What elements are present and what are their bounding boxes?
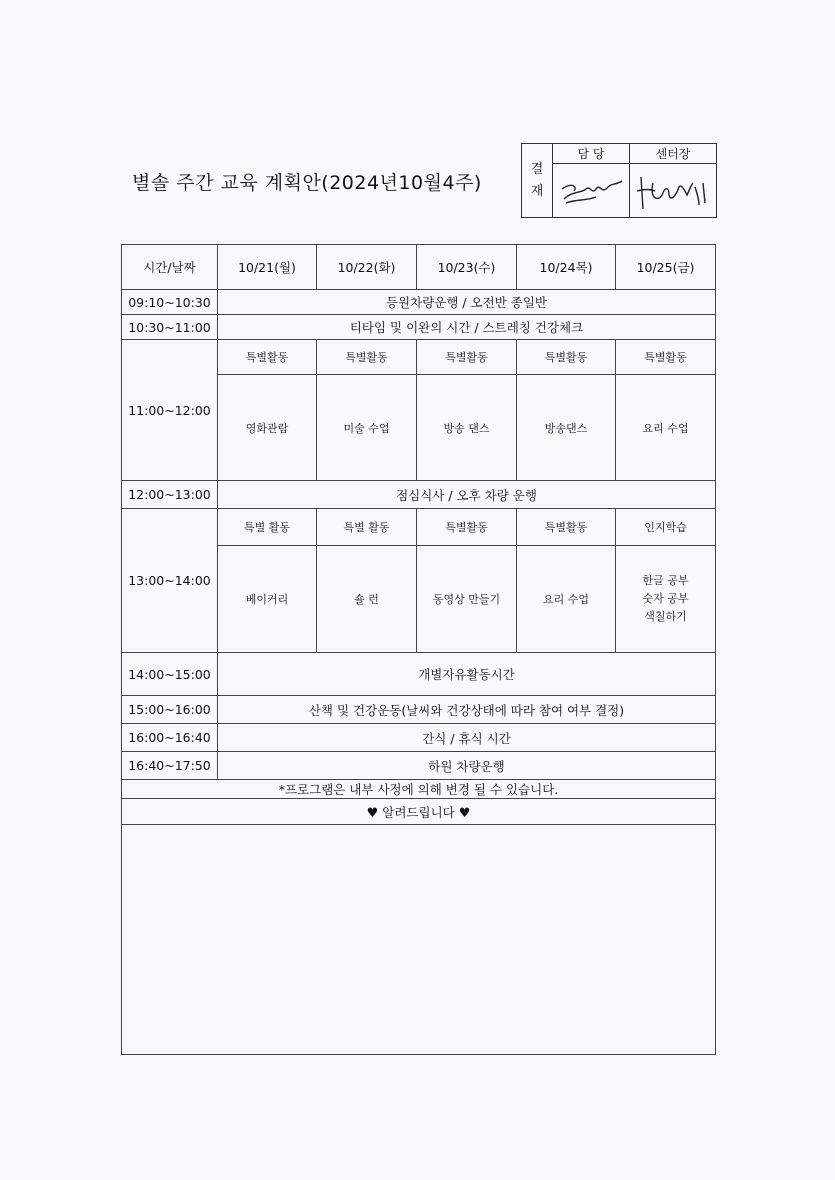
approval-director-header: 센터장 — [630, 144, 717, 164]
heart-icon: ♥ — [366, 805, 379, 821]
page-title: 별솔 주간 교육 계획안(2024년10월4주) — [132, 172, 482, 194]
category-cell: 특별 활동 — [317, 509, 417, 546]
activity-line: 한글 공부 — [642, 574, 689, 587]
activity-cell: 하원 차량운행 — [218, 752, 716, 780]
table-row — [122, 290, 716, 315]
activity-cell: 방송댄스 — [517, 375, 616, 481]
heart-icon: ♥ — [458, 805, 471, 821]
notice-text: *프로그램은 내부 사정에 의해 변경 될 수 있습니다. — [122, 780, 716, 799]
activity-cell: 티타임 및 이완의 시간 / 스트레칭 건강체크 — [218, 315, 716, 340]
header-cell: 10/25(금) — [616, 245, 716, 290]
activity-cell: 숄 런 — [317, 546, 417, 653]
time-cell: 14:00~15:00 — [122, 653, 218, 696]
header-cell: 10/24목) — [517, 245, 616, 290]
activity-cell: 영화관람 — [218, 375, 317, 481]
table-row — [122, 481, 716, 509]
time-cell: 13:00~14:00 — [122, 509, 218, 653]
header-cell: 시간/날짜 — [122, 245, 218, 290]
category-cell: 인지학습 — [616, 509, 716, 546]
activity-cell-multi — [616, 546, 716, 653]
table-row — [122, 340, 716, 375]
time-cell: 15:00~16:00 — [122, 696, 218, 724]
activity-cell: 개별자유활동시간 — [218, 653, 716, 696]
time-cell: 16:00~16:40 — [122, 724, 218, 752]
table-row — [122, 696, 716, 724]
notice-row — [122, 780, 716, 799]
activity-cell: 요리 수업 — [517, 546, 616, 653]
time-cell: 10:30~11:00 — [122, 315, 218, 340]
category-cell: 특별활동 — [517, 509, 616, 546]
activity-cell: 동영상 만들기 — [417, 546, 517, 653]
table-row — [122, 724, 716, 752]
approval-label-1: 결 — [530, 161, 544, 177]
table-row — [122, 653, 716, 696]
time-cell: 12:00~13:00 — [122, 481, 218, 509]
time-cell: 09:10~10:30 — [122, 290, 218, 315]
time-cell: 11:00~12:00 — [122, 340, 218, 481]
activity-cell: 요리 수업 — [616, 375, 716, 481]
schedule-table — [121, 244, 716, 1055]
time-cell: 16:40~17:50 — [122, 752, 218, 780]
approval-manager-header: 담 당 — [553, 144, 630, 164]
blank-area-row — [122, 825, 716, 1055]
activity-cell: 간식 / 휴식 시간 — [218, 724, 716, 752]
header-row — [122, 245, 716, 290]
closing-row — [122, 799, 716, 825]
category-cell: 특별활동 — [517, 340, 616, 375]
activity-cell: 등원차량운행 / 오전반 종일반 — [218, 290, 716, 315]
table-row — [122, 752, 716, 780]
table-row — [122, 509, 716, 546]
activity-cell: 산책 및 건강운동(날씨와 건강상태에 따라 참여 여부 결정) — [218, 696, 716, 724]
table-row — [122, 315, 716, 340]
activity-cell: 베이커리 — [218, 546, 317, 653]
category-cell: 특별활동 — [417, 509, 517, 546]
director-signature — [630, 164, 717, 218]
closing-text: 알려드립니다 — [382, 804, 455, 820]
category-cell: 특별활동 — [317, 340, 417, 375]
category-cell: 특별활동 — [218, 340, 317, 375]
activity-cell: 미술 수업 — [317, 375, 417, 481]
activity-line: 색칠하기 — [644, 610, 687, 623]
manager-signature — [553, 164, 630, 218]
header-cell: 10/23(수) — [417, 245, 517, 290]
blank-area — [122, 825, 716, 1055]
activity-line: 숫자 공부 — [642, 592, 689, 605]
category-cell: 특별활동 — [417, 340, 517, 375]
header-cell: 10/21(월) — [218, 245, 317, 290]
activity-cell: 방송 댄스 — [417, 375, 517, 481]
approval-label — [522, 144, 553, 218]
approval-box — [521, 143, 717, 218]
approval-label-2: 재 — [530, 183, 544, 199]
closing-cell — [122, 799, 716, 825]
category-cell: 특별 활동 — [218, 509, 317, 546]
header-cell: 10/22(화) — [317, 245, 417, 290]
activity-cell: 점심식사 / 오후 차량 운행 — [218, 481, 716, 509]
category-cell: 특별활동 — [616, 340, 716, 375]
